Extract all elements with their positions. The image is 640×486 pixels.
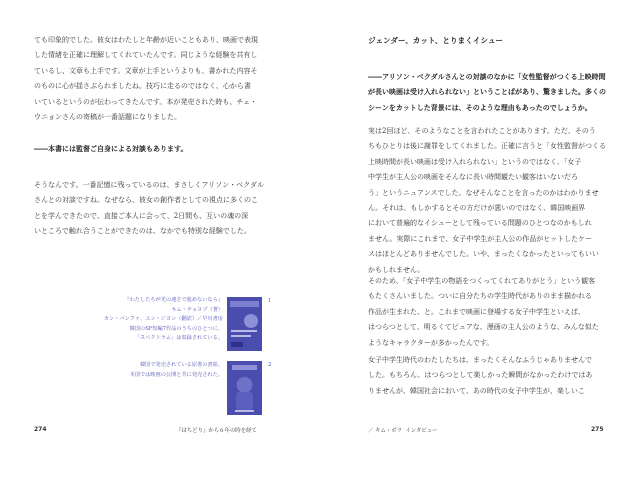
sidenote-2-text: 韓国で発売されている原書の書影。 本国では映画の公開と共に発売された。 <box>129 362 223 378</box>
sidenote-1-number: 1 <box>268 298 272 304</box>
right-paragraph-2: そのため、「女子中学生の物語をつくってくれてありがとう」という観客 もたくさんいました。ついに自分たちの学生時代がありのまま描かれる 作品が生まれた、と。これまで映画に登場する女子中学生といえば、 はつらつとして、明るくてピュアな、漫画の主人公のような、みんな似た ようなキャラクターが多かったんです。 <box>368 277 599 347</box>
right-question: ――アリソン・ベクダルさんとの対談のなかに「女性監督がつくる上映時間 が長い映画は受け入れられない」ということばがあり、驚きました。多くの シーンをカットした背景には、そのような理由もあったのでしょうか。 <box>368 72 606 112</box>
left-paragraph-1: ても印象的でした。彼女はわたしと年齢が近いこともあり、映画で表現 した情緒を正確に理解してくれていたんです。同じような経験を共有し ているし、文章も上手です。文章が上手というよりも、書かれた内容そ のものに心が揺さぶられましたね。技巧に走るのではなく、心から書 いているというのが伝わってきたんです。本が発売された時も、チェ・ ウニョンさんの寄稿が一番話題になりました。 <box>34 36 258 122</box>
sidenote-1-text: 『わたしたちが光の速さで進めないなら』 キム・チョヨプ（著） カン・バンファ、ユン・ジヨン（翻訳）／早川書房 韓国のSF短編7作品のうちのひとつに、 「スペクトラム」は収録されている。 <box>103 297 223 342</box>
book-cover-2-art <box>227 361 262 415</box>
left-question: ――本書には監督ご自身による対談もあります。 <box>34 144 188 153</box>
book-cover-1-art <box>227 297 262 351</box>
right-page <box>320 0 640 486</box>
book-cover-1 <box>227 297 262 351</box>
sidenote-2-number: 2 <box>268 362 272 368</box>
book-cover-2 <box>227 361 262 415</box>
page-number-right: 275 <box>591 426 604 433</box>
right-paragraph-3: 女子中学生時代のわたしたちは、まったくそんなふうじゃありませんで した。もちろん、はつらつとして楽しかった瞬間がなかったわけではあ りませんが、韓国社会において、あの時代の女子中学生が、楽しいこ <box>368 356 593 395</box>
running-title-right: ／ キム・ボラ インタビュー <box>368 428 438 434</box>
right-heading: ジェンダー、カット、とりまくイシュー <box>368 36 504 45</box>
page-number-left: 274 <box>34 426 47 433</box>
right-paragraph-1: 実は2回ほど、そのようなことを言われたことがあります。ただ、そのう ちもひとりは後に謝罪をしてくれました。正確に言うと「女性監督がつくる 上映時間が長い映画は受け入れられない」というのではなく、「女子 中学生が主人公の映画をそんなに長い時間観たい観客はいないだろ う」というニュアンスでした。なぜそんなことを言ったのかはわかりませ ん。それは、もしかするとその方だけが悪いのではなく、韓国映画界 において普遍的なイシューとして残っている問題のひとつなのかもしれ ません。実際にこれまで、女子中学生が主人公の作品がヒットしたケー スはほとんどありませんでした。いや、まったくなかったといってもいい かもしれません。 <box>368 127 606 274</box>
left-paragraph-2: そうなんです。一番記憶に残っているのは、まさしくアリソン・ベクダル さんとの対談ですね。なぜなら、彼女の創作者としての視点に多くのこ とを学んできたので、直接ご本人に会って、2日間も、互いの魂の深 いところで触れ合うことができたのは、なかでも特別な経験でした。 <box>34 181 265 236</box>
running-title-left: 『はちどり』から６年の時を経て <box>176 428 257 434</box>
